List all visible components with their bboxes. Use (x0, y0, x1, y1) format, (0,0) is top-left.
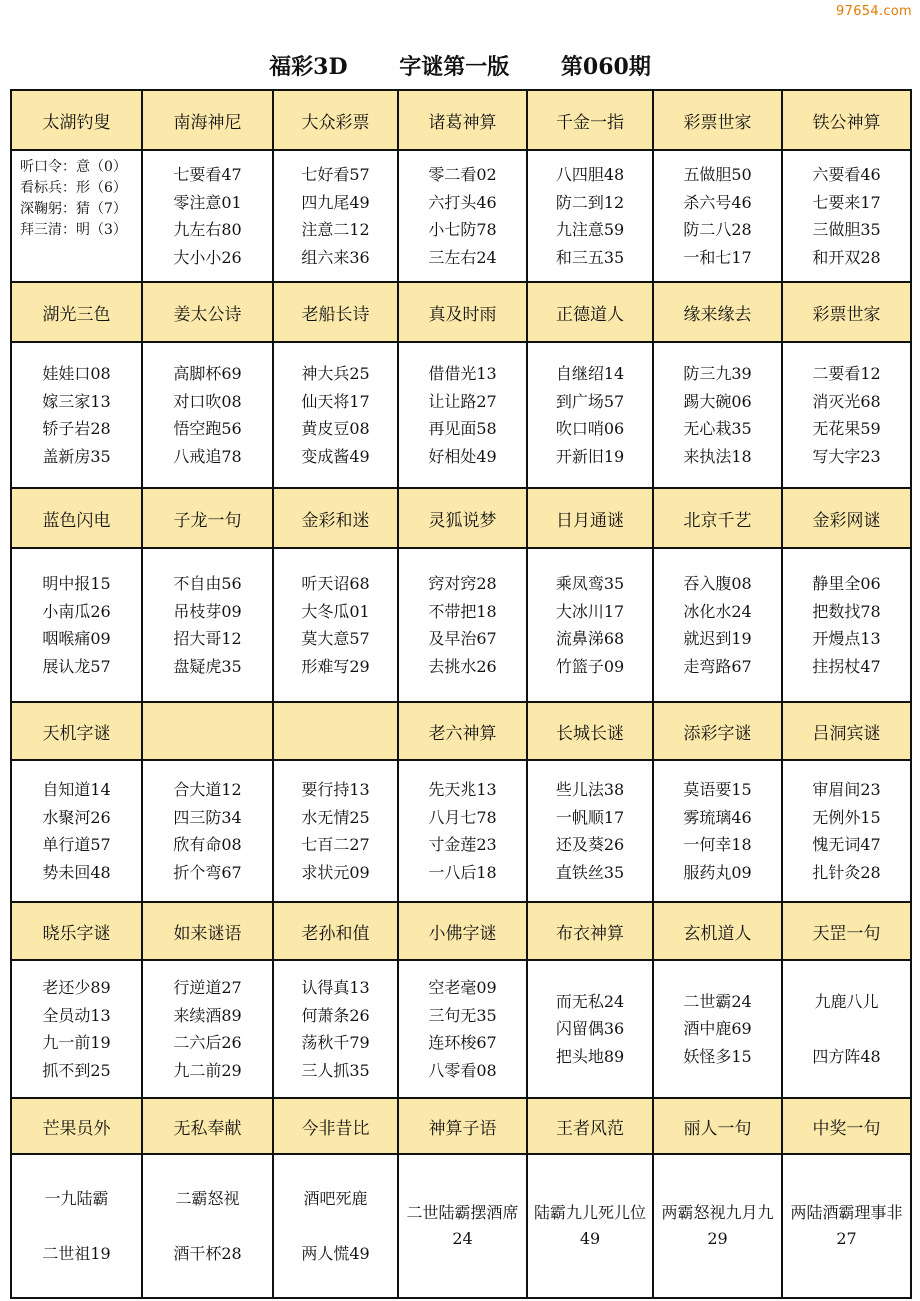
riddle-line: 不带把18 (428, 601, 497, 621)
table-row (11, 150, 911, 282)
riddle-table (10, 89, 912, 1299)
riddle-line: 明中报15 (42, 574, 111, 593)
riddle-line: 对口吹08 (173, 391, 242, 411)
riddle-cell (653, 150, 782, 282)
site-watermark: 97654.com (836, 4, 912, 19)
riddle-line: 听天诏68 (301, 574, 370, 593)
riddle-cell (527, 760, 653, 902)
riddle-line: 防二八28 (683, 220, 752, 239)
riddle-line: 而无私24 (555, 991, 625, 1011)
riddle-line: 九鹿八儿 (814, 991, 879, 1011)
riddle-line: 盘疑虎35 (173, 656, 242, 676)
riddle-line: 二六后26 (173, 1033, 242, 1052)
riddle-line: 九二前29 (173, 1060, 242, 1080)
riddle-line: 九一前19 (42, 1033, 111, 1052)
riddle-line: 开新旧19 (555, 446, 625, 466)
column-header: 老孙和值 (273, 902, 398, 960)
riddle-cell (273, 150, 398, 282)
riddle-line: 杀六号46 (683, 192, 752, 212)
riddle-line: 吞入腹08 (683, 574, 752, 593)
riddle-line: 陆霸九儿死儿位49 (534, 1203, 647, 1248)
riddle-line: 一帆顺17 (555, 807, 625, 827)
riddle-line: 盖新房35 (42, 446, 111, 466)
riddle-line: 无花果59 (812, 419, 881, 438)
column-header: 彩票世家 (782, 282, 911, 342)
riddle-cell (273, 548, 398, 702)
riddle-cell (142, 548, 273, 702)
riddle-line: 荡秋千79 (301, 1033, 370, 1052)
riddle-line: 咽喉痛09 (42, 629, 111, 648)
riddle-line (783, 1015, 910, 1043)
column-header: 蓝色闪电 (11, 488, 142, 548)
riddle-line: 防三九39 (683, 364, 752, 383)
riddle-line: 老还少89 (42, 978, 111, 997)
riddle-cell (11, 548, 142, 702)
title-brand: 福彩3D (269, 54, 348, 80)
column-header: 老船长诗 (273, 282, 398, 342)
riddle-line: 抓不到25 (42, 1060, 111, 1080)
riddle-cell (11, 1154, 142, 1298)
riddle-line: 形难写29 (301, 656, 370, 676)
riddle-line: 些儿法38 (555, 780, 625, 799)
riddle-line: 再见面58 (428, 419, 497, 438)
riddle-line: 零注意01 (173, 192, 242, 212)
riddle-line: 听口令：意（0） (20, 159, 127, 175)
riddle-cell (142, 960, 273, 1098)
column-header: 如来谜语 (142, 902, 273, 960)
riddle-line: 直铁丝35 (555, 862, 625, 882)
riddle-line: 水聚河26 (42, 807, 111, 827)
riddle-line: 行逆道27 (173, 978, 242, 997)
riddle-cell (142, 150, 273, 282)
column-header: 铁公神算 (782, 90, 911, 150)
column-header (142, 702, 273, 760)
riddle-line: 五做胆50 (683, 165, 752, 184)
riddle-line: 求状元09 (301, 862, 370, 882)
column-header: 丽人一句 (653, 1098, 782, 1154)
table-row (11, 548, 911, 702)
column-header: 北京千艺 (653, 488, 782, 548)
riddle-line: 黄皮豆08 (301, 419, 370, 438)
riddle-cell (398, 760, 527, 902)
header-row (11, 90, 911, 150)
riddle-cell (11, 960, 142, 1098)
riddle-line: 竹篮子09 (555, 656, 625, 676)
column-header: 今非昔比 (273, 1098, 398, 1154)
table-row (11, 760, 911, 902)
riddle-line: 七要来17 (812, 192, 881, 212)
riddle-line: 来续酒89 (173, 1005, 242, 1025)
riddle-line: 不自由56 (173, 574, 242, 593)
title-edition: 字谜第一版 (399, 54, 510, 80)
riddle-line: 展认龙57 (42, 656, 111, 676)
riddle-line: 一何幸18 (683, 835, 752, 854)
riddle-line: 酒干杯28 (173, 1244, 242, 1263)
riddle-line: 借借光13 (428, 364, 497, 383)
riddle-line: 二霸怒视 (175, 1188, 240, 1208)
riddle-line (274, 1212, 397, 1240)
riddle-line: 四九尾49 (301, 192, 370, 212)
column-header: 正德道人 (527, 282, 653, 342)
riddle-line: 九左右80 (173, 220, 242, 239)
riddle-cell (782, 548, 911, 702)
table-row (11, 960, 911, 1098)
riddle-line: 要行持13 (301, 780, 370, 799)
riddle-line: 六打头46 (428, 192, 497, 212)
riddle-line: 三人抓35 (301, 1060, 370, 1080)
riddle-line: 消灭光68 (812, 391, 881, 411)
column-header: 芒果员外 (11, 1098, 142, 1154)
riddle-line: 三句无35 (428, 1005, 497, 1025)
column-header: 金彩网谜 (782, 488, 911, 548)
riddle-cell (653, 548, 782, 702)
column-header: 太湖钓叟 (11, 90, 142, 150)
riddle-line: 一和七17 (683, 247, 752, 267)
riddle-line: 吊枝芽09 (173, 601, 242, 621)
column-header: 金彩和迷 (273, 488, 398, 548)
riddle-line: 先天兆13 (428, 780, 497, 799)
riddle-line: 七好看57 (301, 165, 370, 184)
riddle-line: 八四胆48 (555, 165, 625, 184)
riddle-line: 三做胆35 (812, 220, 881, 239)
column-header: 湖光三色 (11, 282, 142, 342)
column-header: 晓乐字谜 (11, 902, 142, 960)
riddle-line: 冰化水24 (683, 601, 752, 621)
riddle-cell (142, 1154, 273, 1298)
column-header: 姜太公诗 (142, 282, 273, 342)
riddle-line: 把数找78 (812, 601, 881, 621)
riddle-cell (782, 1154, 911, 1298)
riddle-line: 把头地89 (555, 1046, 625, 1066)
riddle-line: 仙天将17 (301, 391, 370, 411)
column-header: 长城长谜 (527, 702, 653, 760)
column-header: 缘来缘去 (653, 282, 782, 342)
riddle-line: 势未回48 (42, 862, 111, 882)
riddle-line: 就迟到19 (683, 629, 752, 648)
riddle-cell (398, 960, 527, 1098)
riddle-line: 全员动13 (42, 1005, 111, 1025)
riddle-line: 及早治67 (428, 629, 497, 648)
riddle-cell (398, 150, 527, 282)
riddle-line: 走弯路67 (683, 656, 752, 676)
column-header: 王者风范 (527, 1098, 653, 1154)
riddle-line: 扎针灸28 (812, 862, 881, 882)
header-row (11, 282, 911, 342)
riddle-line: 和开双28 (812, 247, 881, 267)
riddle-line: 九注意59 (555, 220, 625, 239)
riddle-line: 来执法18 (683, 446, 752, 466)
riddle-cell (142, 342, 273, 488)
riddle-line: 八月七78 (428, 807, 497, 827)
header-row (11, 902, 911, 960)
riddle-cell (11, 760, 142, 902)
riddle-line: 乘凤鸾35 (555, 574, 625, 593)
riddle-line: 无心栽35 (683, 419, 752, 438)
riddle-line: 合大道12 (173, 780, 242, 799)
riddle-line: 去挑水26 (428, 656, 497, 676)
riddle-line: 闪留偶36 (555, 1019, 625, 1039)
riddle-line: 二世陆霸摆酒席24 (406, 1203, 519, 1248)
riddle-line: 零二看02 (428, 165, 497, 184)
riddle-line: 连环梭67 (428, 1033, 497, 1052)
riddle-line: 四三防34 (173, 807, 242, 827)
riddle-line: 雾琉璃46 (683, 807, 752, 827)
riddle-cell (782, 150, 911, 282)
riddle-line: 好相处49 (428, 446, 497, 466)
riddle-line: 大冰川17 (555, 601, 625, 621)
riddle-line: 和三五35 (555, 247, 625, 267)
riddle-line: 认得真13 (301, 978, 370, 997)
riddle-line: 到广场57 (555, 391, 625, 411)
riddle-line: 愧无词47 (812, 835, 881, 854)
riddle-line: 两人慌49 (301, 1244, 370, 1263)
riddle-line: 开熳点13 (812, 629, 881, 648)
column-header: 千金一指 (527, 90, 653, 150)
riddle-line: 一八后18 (428, 862, 497, 882)
riddle-line: 写大字23 (812, 446, 881, 466)
riddle-line: 嫁三家13 (42, 391, 111, 411)
riddle-line: 服药丸09 (683, 862, 752, 882)
riddle-line: 自知道14 (42, 780, 111, 799)
riddle-cell (782, 342, 911, 488)
riddle-cell (527, 150, 653, 282)
riddle-line: 酒中鹿69 (683, 1019, 752, 1039)
riddle-line: 欣有命08 (173, 835, 242, 854)
riddle-line: 神大兵25 (301, 364, 370, 383)
riddle-line: 单行道57 (42, 835, 111, 854)
column-header: 子龙一句 (142, 488, 273, 548)
riddle-line: 水无情25 (301, 807, 370, 827)
column-header: 布衣神算 (527, 902, 653, 960)
column-header: 彩票世家 (653, 90, 782, 150)
riddle-line: 空老毫09 (428, 978, 497, 997)
riddle-cell (273, 760, 398, 902)
column-header: 日月通谜 (527, 488, 653, 548)
riddle-line: 注意二12 (301, 220, 370, 239)
column-header: 灵狐说梦 (398, 488, 527, 548)
column-header: 天罡一句 (782, 902, 911, 960)
riddle-line: 踢大碗06 (683, 391, 752, 411)
riddle-line: 何萧条26 (301, 1005, 370, 1025)
column-header: 大众彩票 (273, 90, 398, 150)
riddle-line: 二世霸24 (683, 991, 752, 1011)
riddle-line: 八戒追78 (173, 446, 242, 466)
column-header: 南海神尼 (142, 90, 273, 150)
riddle-line: 寸金莲23 (428, 835, 497, 854)
column-header: 神算子语 (398, 1098, 527, 1154)
riddle-line (143, 1212, 272, 1240)
riddle-line: 七百二27 (301, 835, 370, 854)
riddle-line: 小七防78 (428, 220, 497, 239)
riddle-line: 审眉间23 (812, 780, 881, 799)
riddle-line: 自继绍14 (555, 364, 625, 383)
riddle-line: 妖怪多15 (683, 1046, 752, 1066)
riddle-line: 两陆酒霸理事非27 (790, 1203, 903, 1248)
header-row (11, 1098, 911, 1154)
riddle-cell (527, 342, 653, 488)
column-header: 吕洞宾谜 (782, 702, 911, 760)
header-row (11, 702, 911, 760)
riddle-line: 大小小26 (173, 247, 242, 267)
riddle-cell (273, 1154, 398, 1298)
riddle-line: 窍对窍28 (428, 574, 497, 593)
riddle-line: 看标兵：形（6） (20, 180, 127, 196)
riddle-line: 招大哥12 (173, 629, 242, 648)
riddle-line: 轿子岩28 (42, 419, 111, 438)
riddle-line: 二世祖19 (42, 1244, 111, 1263)
riddle-line: 让让路27 (428, 391, 497, 411)
riddle-line: 大冬瓜01 (301, 601, 370, 621)
riddle-cell (782, 760, 911, 902)
header-row (11, 488, 911, 548)
riddle-line: 小南瓜26 (42, 601, 111, 621)
riddle-cell (527, 960, 653, 1098)
column-header: 无私奉献 (142, 1098, 273, 1154)
column-header: 老六神算 (398, 702, 527, 760)
riddle-line: 无例外15 (812, 807, 881, 827)
riddle-cell (527, 1154, 653, 1298)
riddle-line: 两霸怒视九月九29 (661, 1203, 774, 1248)
riddle-line: 三左右24 (428, 247, 497, 267)
title-issue: 第060期 (560, 54, 651, 80)
riddle-cell (653, 760, 782, 902)
riddle-cell (653, 1154, 782, 1298)
column-header: 小佛字谜 (398, 902, 527, 960)
riddle-line: 二要看12 (812, 364, 881, 383)
riddle-line: 一九陆霸 (44, 1188, 109, 1208)
table-row (11, 342, 911, 488)
riddle-line: 娃娃口08 (42, 364, 111, 383)
column-header: 中奖一句 (782, 1098, 911, 1154)
table-row (11, 1154, 911, 1298)
riddle-line: 流鼻涕68 (555, 629, 625, 648)
riddle-line: 吹口哨06 (555, 419, 625, 438)
riddle-line: 深鞠躬：猜（7） (20, 201, 127, 217)
page-title (0, 50, 920, 81)
riddle-line: 静里全06 (812, 574, 881, 593)
riddle-cell (11, 150, 142, 282)
riddle-line: 拜三清：明（3） (20, 222, 127, 238)
riddle-line: 拄拐杖47 (812, 656, 881, 676)
riddle-cell (653, 960, 782, 1098)
column-header: 天机字谜 (11, 702, 142, 760)
riddle-line: 七要看47 (173, 165, 242, 184)
riddle-line: 莫大意57 (301, 629, 370, 648)
column-header: 诸葛神算 (398, 90, 527, 150)
riddle-line: 防二到12 (555, 192, 625, 212)
riddle-cell (527, 548, 653, 702)
riddle-line: 八零看08 (428, 1060, 497, 1080)
riddle-line (12, 1212, 141, 1240)
riddle-cell (398, 342, 527, 488)
riddle-cell (11, 342, 142, 488)
riddle-cell (782, 960, 911, 1098)
riddle-cell (273, 342, 398, 488)
column-header (273, 702, 398, 760)
riddle-line: 莫语要15 (683, 780, 752, 799)
riddle-cell (273, 960, 398, 1098)
column-header: 玄机道人 (653, 902, 782, 960)
riddle-line: 四方阵48 (812, 1047, 881, 1066)
riddle-cell (653, 342, 782, 488)
column-header: 真及时雨 (398, 282, 527, 342)
riddle-cell (398, 548, 527, 702)
riddle-line: 六要看46 (812, 165, 881, 184)
riddle-line: 高脚杯69 (173, 364, 242, 383)
riddle-line: 变成酱49 (301, 446, 370, 466)
riddle-line: 组六来36 (301, 247, 370, 267)
riddle-line: 悟空跑56 (173, 419, 242, 438)
riddle-cell (398, 1154, 527, 1298)
riddle-line: 折个弯67 (173, 862, 242, 882)
riddle-cell (142, 760, 273, 902)
riddle-line: 还及葵26 (555, 835, 625, 854)
riddle-line: 酒吧死鹿 (303, 1188, 368, 1208)
column-header: 添彩字谜 (653, 702, 782, 760)
